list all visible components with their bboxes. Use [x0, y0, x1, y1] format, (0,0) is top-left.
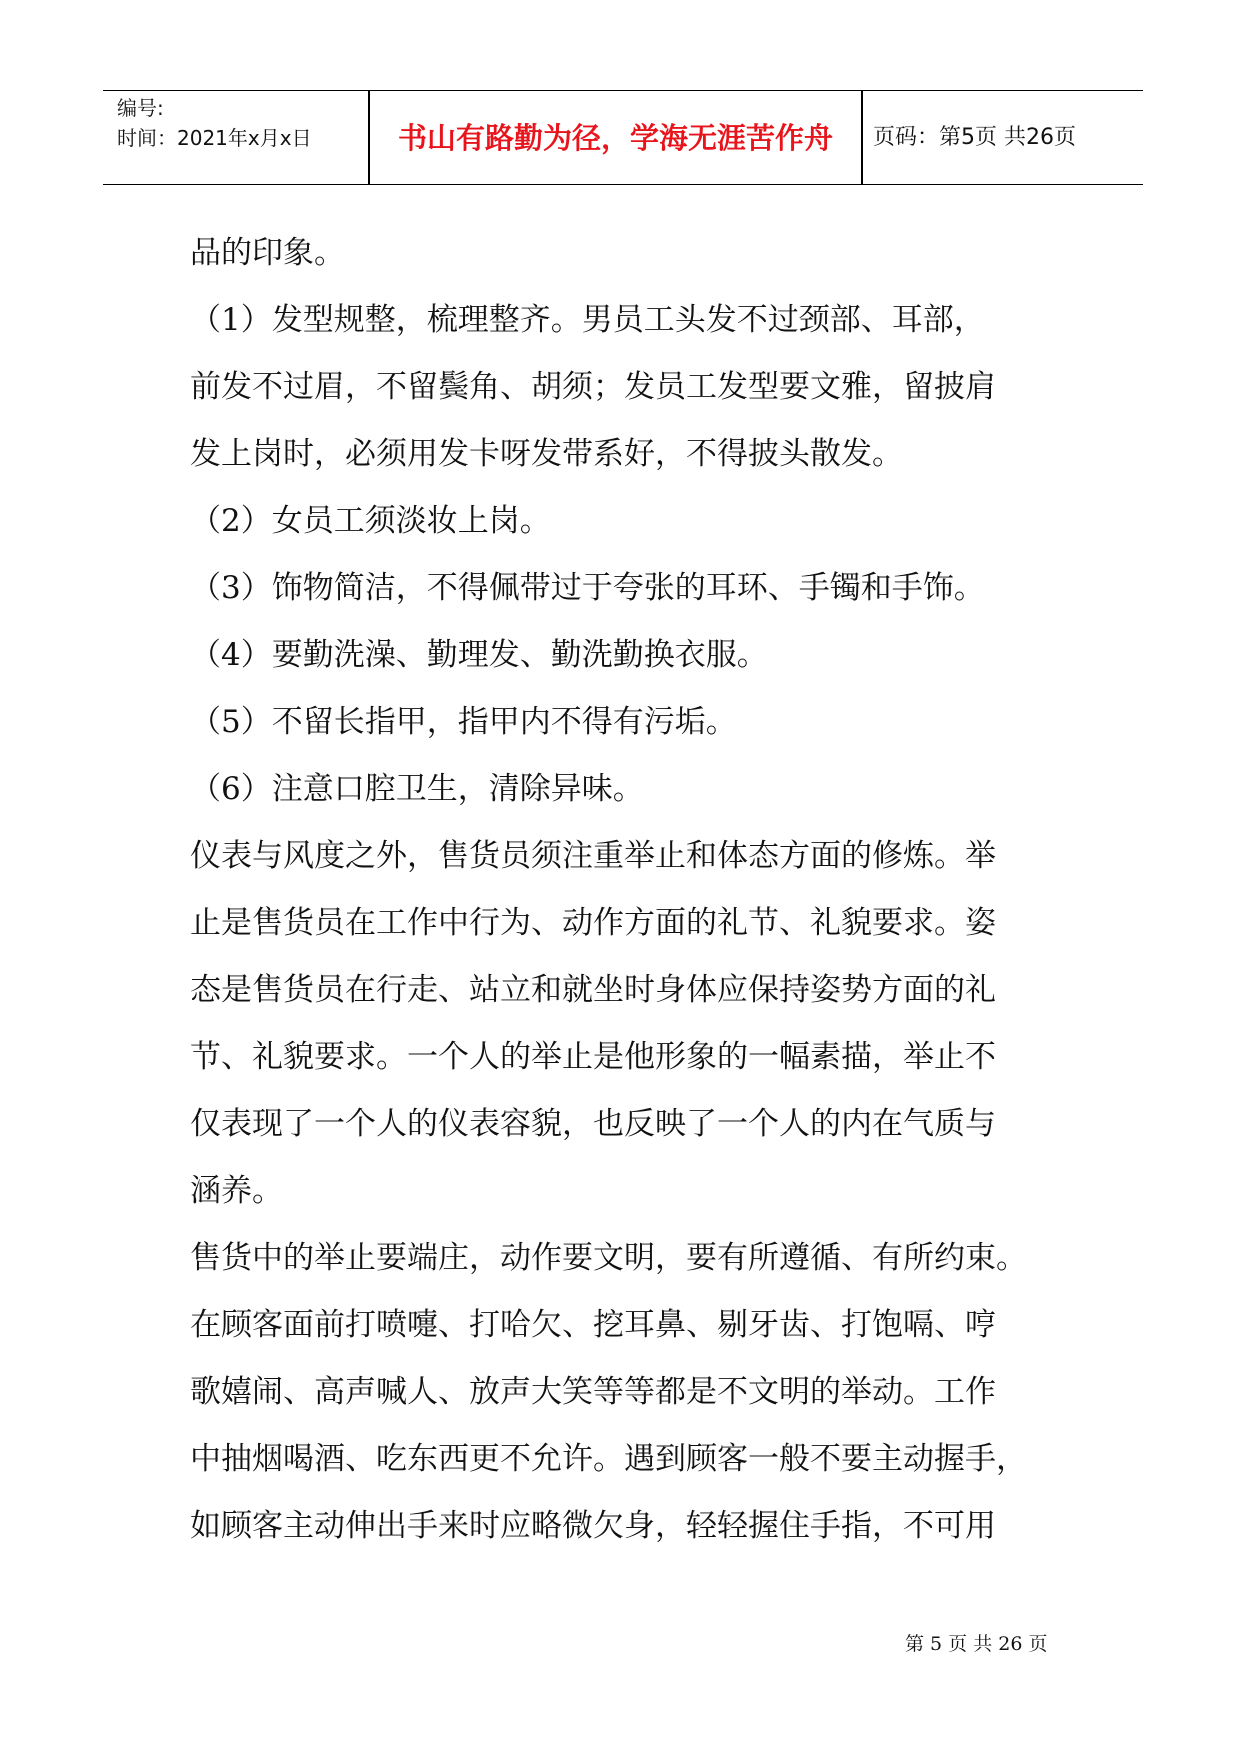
header-motto: 书山有路勤为径，学海无涯苦作舟	[397, 121, 833, 155]
body-line: （6）注意口腔卫生，清除异味。	[190, 771, 644, 807]
body-line: （5）不留长指甲，指甲内不得有污垢。	[190, 704, 737, 740]
body-line: （2）女员工须淡妆上岗。	[190, 503, 551, 539]
body-line: 中抽烟喝酒、吃东西更不允许。遇到顾客一般不要主动握手，	[190, 1441, 1027, 1477]
header-divider	[861, 91, 863, 184]
body-line: 态是售货员在行走、站立和就坐时身体应保持姿势方面的礼	[190, 972, 996, 1008]
header-page-info: 页码：第5页 共26页	[873, 125, 1076, 150]
document-body	[190, 220, 1065, 1560]
body-line: 仅表现了一个人的仪表容貌，也反映了一个人的内在气质与	[190, 1106, 996, 1142]
body-line: （3）饰物简洁，不得佩带过于夸张的耳环、手镯和手饰。	[190, 570, 985, 606]
body-line: 歌嬉闹、高声喊人、放声大笑等等都是不文明的举动。工作	[190, 1374, 996, 1410]
body-line: 如顾客主动伸出手来时应略微欠身，轻轻握住手指，不可用	[190, 1508, 996, 1544]
body-line: 仪表与风度之外，售货员须注重举止和体态方面的修炼。举	[190, 838, 996, 874]
body-line: 发上岗时，必须用发卡呀发带系好，不得披头散发。	[190, 436, 903, 472]
page-header	[103, 90, 1143, 185]
body-line: （4）要勤洗澡、勤理发、勤洗勤换衣服。	[190, 637, 768, 673]
body-line: 品的印象。	[190, 235, 345, 271]
header-meta	[117, 93, 357, 153]
body-line: 节、礼貌要求。一个人的举止是他形象的一幅素描，举止不	[190, 1039, 996, 1075]
body-line: 售货中的举止要端庄，动作要文明，要有所遵循、有所约束。	[190, 1240, 1027, 1276]
page-footer: 第 5 页 共 26 页	[905, 1633, 1048, 1655]
body-line: 在顾客面前打喷嚏、打哈欠、挖耳鼻、剔牙齿、打饱嗝、哼	[190, 1307, 996, 1343]
body-line: 涵养。	[190, 1173, 283, 1209]
body-line: 止是售货员在工作中行为、动作方面的礼节、礼貌要求。姿	[190, 905, 996, 941]
serial-number-label: 编号:	[117, 96, 164, 120]
body-line: （1）发型规整，梳理整齐。男员工头发不过颈部、耳部，	[190, 302, 985, 338]
body-line: 前发不过眉，不留鬓角、胡须；发员工发型要文雅，留披肩	[190, 369, 996, 405]
time-label: 时间：2021年x月x日	[117, 126, 312, 150]
